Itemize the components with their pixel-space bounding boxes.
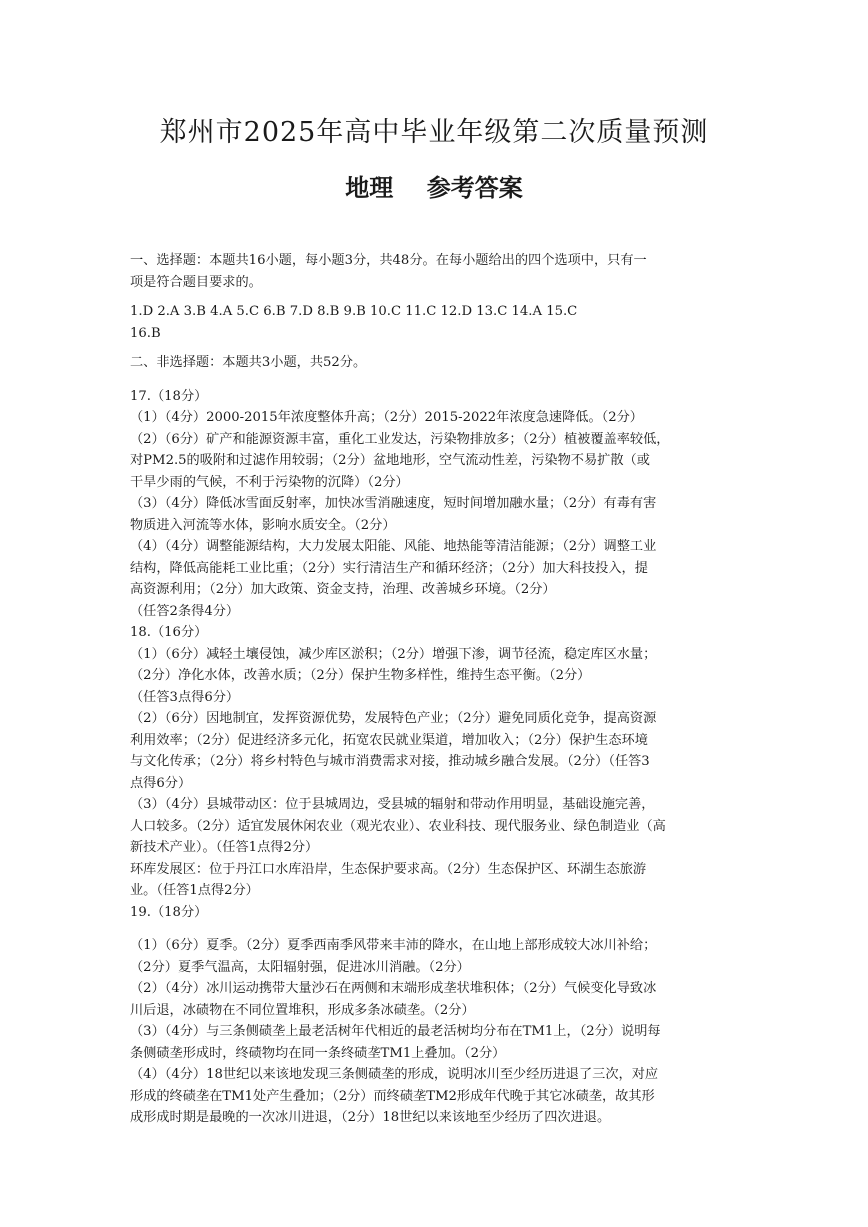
q18-line: 新技术产业）。（任答1点得2分） (130, 840, 319, 855)
section1-instructions: 一、选择题：本题共16小题，每小题3分，共48分。在每小题给出的四个选项中，只有一 (130, 253, 647, 268)
q17-line: （任答2条得4分） (130, 603, 240, 619)
question-18-block (130, 622, 740, 902)
q18-line: 18.（16分） (130, 625, 208, 640)
q17-line: 干旱少雨的气候，不利于污染物的沉降）（2分） (130, 474, 409, 490)
q18-line: （2分）净化水体，改善水质；（2分）保护生物多样性，维持生态平衡。（2分） (130, 668, 591, 683)
multiple-choice-answers: 1.D 2.A 3.B 4.A 5.C 6.B 7.D 8.B 9.B 10.C 11.C 12.D 13.C 14.A 15.C (130, 304, 578, 319)
q18-line: 环库发展区：位于丹江口水库沿岸，生态保护要求高。（2分）生态保护区、环湖生态旅游 (130, 861, 647, 877)
q18-line: 人口较多。（2分）适宜发展休闲农业（观光农业）、农业科技、现代服务业、绿色制造业（高 (130, 818, 666, 834)
question-19-block (130, 935, 740, 1129)
q18-line: 与文化传承；（2分）将乡村特色与城市消费需求对接，推动城乡融合发展。（2分）（任答3 (130, 754, 650, 769)
document-subtitle: 地理 参考答案 (345, 174, 523, 202)
q17-line: （2）（6分）矿产和能源资源丰富，重化工业发达，污染物排放多；（2分）植被覆盖率较低， (130, 431, 670, 447)
section2-heading: 二、非选择题：本题共3小题，共52分。 (130, 355, 367, 370)
q17-line: 高资源利用；（2分）加大政策、资金支持，治理、改善城乡环境。（2分） (130, 582, 556, 597)
q19-line: 成形成时期是最晚的一次冰川进退，（2分）18世纪以来该地至少经历了四次进退。 (130, 1110, 611, 1125)
q18-line: 点得6分） (130, 775, 192, 791)
q19-line: （2）（4分）冰川运动携带大量沙石在两侧和末端形成垄状堆积体；（2分）气候变化导致冰 (130, 981, 657, 996)
q17-line: 物质进入河流等水体，影响水质安全。（2分） (130, 517, 396, 533)
q18-line: （任答3点得6分） (130, 689, 240, 705)
question-17-block (130, 386, 740, 623)
answer-body (130, 250, 740, 1129)
q18-line: 业。（任答1点得2分） (130, 883, 259, 898)
q17-line: 对PM2.5的吸附和过滤作用较弱；（2分）盆地地形，空气流动性差，污染物不易扩散（或 (130, 453, 650, 468)
q19-line: （3）（4分）与三条侧碛垄上最老活树年代相近的最老活树均分布在TM1上，（2分）说明每 (130, 1024, 661, 1039)
q18-line: （2）（6分）因地制宜，发挥资源优势，发展特色产业；（2分）避免同质化竞争，提高资源 (130, 711, 657, 726)
q19-line: （4）（4分）18世纪以来该地发现三条侧碛垄的形成，说明冰川至少经历进退了三次，对应 (130, 1067, 659, 1082)
q17-line: （1）（4分）2000-2015年浓度整体升高；（2分）2015-2022年浓度急速降低。（2分） (130, 410, 643, 425)
q17-line: （4）（4分）调整能源结构，大力发展太阳能、风能、地热能等清洁能源；（2分）调整工业 (130, 539, 657, 554)
q18-line: （1）（6分）减轻土壤侵蚀，减少库区淤积；（2分）增强下渗，调节径流，稳定库区水量； (130, 646, 657, 662)
q18-line: （3）（4分）县城带动区：位于县城周边，受县城的辐射和带动作用明显，基础设施完善， (130, 797, 655, 812)
section1-instructions-cont: 项是符合题目要求的。 (130, 274, 262, 290)
q17-line: （3）（4分）降低冰雪面反射率，加快冰雪消融速度，短时间增加融水量；（2分）有毒有害 (130, 496, 657, 511)
q19-line: 形成的终碛垄在TM1处产生叠加；（2分）而终碛垄TM2形成年代晚于其它冰碛垄，故其形 (130, 1088, 655, 1104)
q18-line: 利用效率；（2分）促进经济多元化，拓宽农民就业渠道，增加收入；（2分）保护生态环境 (130, 732, 648, 748)
document-title: 郑州市2025年高中毕业年级第二次质量预测 (159, 117, 709, 148)
q19-heading: 19.（18分） (130, 904, 208, 920)
q17-line: 17.（18分） (130, 388, 208, 404)
q19-line: （1）（6分）夏季。（2分）夏季西南季风带来丰沛的降水，在山地上部形成较大冰川补给； (130, 938, 657, 953)
multiple-choice-answers-cont: 16.B (130, 325, 161, 341)
q19-line: （2分）夏季气温高，太阳辐射强，促进冰川消融。（2分） (130, 959, 470, 975)
q19-line: 川后退，冰碛物在不同位置堆积，形成多条冰碛垄。（2分） (130, 1002, 475, 1018)
q17-line: 结构，降低高能耗工业比重；（2分）实行清洁生产和循环经济；（2分）加大科技投入，提 (130, 560, 648, 576)
q19-line: 条侧碛垄形成时，终碛物均在同一条终碛垄TM1上叠加。（2分） (130, 1045, 506, 1061)
